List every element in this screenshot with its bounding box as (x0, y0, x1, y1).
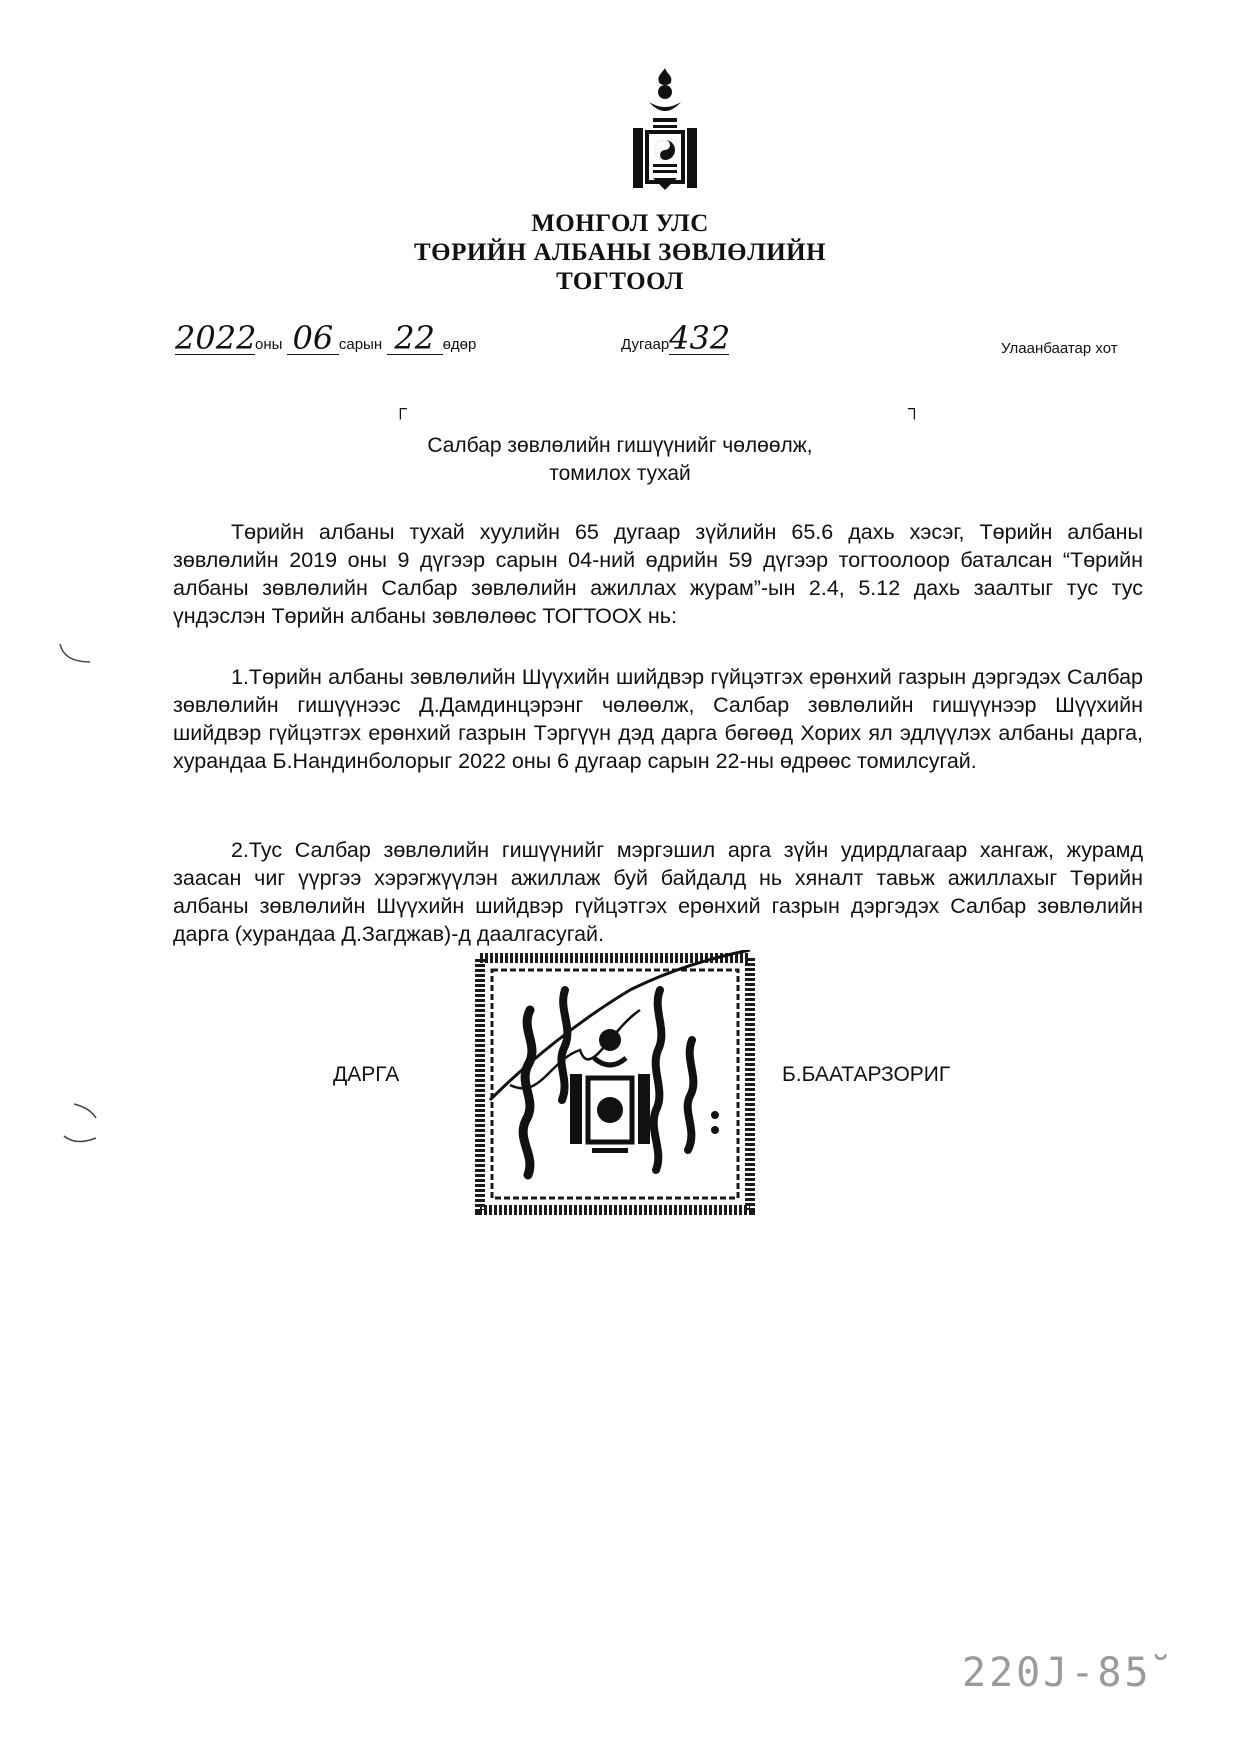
date-month-suffix: сарын (338, 336, 383, 353)
date-day-suffix: өдөр (442, 336, 477, 353)
state-seal-stamp (470, 950, 770, 1220)
title-bracket-left: ┌ (394, 398, 407, 418)
soyombo-emblem-icon (627, 66, 703, 196)
number-label: Дугаар (621, 336, 670, 353)
punch-hole-mark-bottom (54, 1098, 104, 1148)
preamble-paragraph: Төрийн албаны тухай хуулийн 65 дугаар зүйлийн 65.6 дахь хэсэг, Төрийн албаны зөвлөлийн 2019 оны 9 дүгээр сарын 04-ний өдрийн 59 дүгээр тогтоолоор баталсан “Төрийн албаны зөвлөлийн Салбар зөвлөлийн ажиллах журам”-ын 2.4, 5.12 дахь заалтыг тус тус үндэслэн Төрийн албаны зөвлөлөөс ТОГТООХ нь: (173, 520, 1143, 628)
clause-2-paragraph: 2.Тус Салбар зөвлөлийн гишүүнийг мэргэшил арга зүйн удирдлагаар хангаж, журамд заасан чиг үүргээ хэрэгжүүлэн ажиллаж буй байдалд нь хяналт тавьж ажиллахыг Төрийн албаны зөвлөлийн Шүүхийн шийдвэр гүйцэтгэх ерөнхий газрын дэргэдэх Салбар зөвлөлийн дарга (хурандаа Д.Загджав)-д даалгасугай. (173, 838, 1143, 946)
title-bracket-right: ┐ (908, 398, 921, 418)
city-label: Улаанбаатар хот (1001, 340, 1118, 357)
resolution-title-line2: томилох тухай (549, 462, 691, 485)
document-type: ТОГТООЛ (556, 268, 684, 295)
registration-number: 220J-85̆ (962, 1650, 1152, 1696)
date-year: 2022 (175, 319, 257, 357)
clause-1-paragraph: 1.Төрийн албаны зөвлөлийн Шүүхийн шийдвэр гүйцэтгэх ерөнхий газрын дэргэдэх Салбар зөвлөлийн гишүүнээс Д.Дамдинцэрэнг чөлөөлж, Салбар зөвлөлийн гишүүнээр Шүүхийн шийдвэр гүйцэтгэх ерөнхий газрын Тэргүүн дэд дарга бөгөөд Хорих ял эдлүүлэх албаны дарга, хурандаа Б.Нандинболорыг 2022 оны 6 дугаар сарын 22-ны өдрөөс томилсугай. (173, 665, 1143, 773)
org-name: ТӨРИЙН АЛБАНЫ ЗӨВЛӨЛИЙН (413, 239, 827, 266)
org-country: МОНГОЛ УЛС (531, 210, 709, 237)
date-line (175, 319, 477, 362)
date-day: 22 (387, 322, 443, 355)
date-year-suffix: оны (255, 336, 283, 353)
signatory-position: ДАРГА (333, 1063, 400, 1086)
date-month: 06 (287, 322, 339, 355)
resolution-title-line1: Салбар зөвлөлийн гишүүнийг чөлөөлж, (427, 434, 813, 457)
document-number (621, 319, 731, 357)
signatory-name: Б.БААТАРЗОРИГ (782, 1063, 951, 1086)
number-value: 432 (669, 319, 731, 357)
punch-hole-mark-top (54, 640, 104, 670)
